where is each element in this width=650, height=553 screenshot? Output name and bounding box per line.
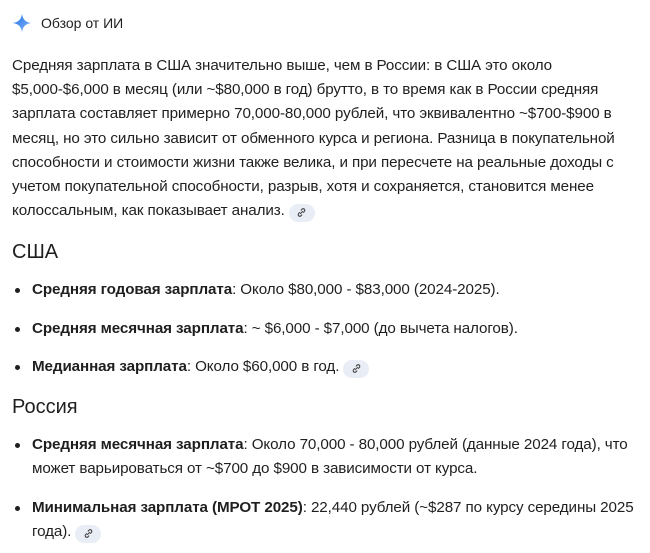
- link-icon: [351, 363, 362, 374]
- sparkle-icon: [12, 13, 32, 33]
- list-item: [12, 496, 638, 545]
- section-title-russia: Россия: [12, 395, 78, 418]
- source-link-button[interactable]: [343, 360, 369, 378]
- item-label: Средняя месячная зарплата: [32, 319, 244, 337]
- item-label: Минимальная зарплата (МРОТ 2025): [32, 498, 303, 516]
- item-text: : ~ $6,000 - $7,000 (до вычета налогов).: [243, 319, 518, 337]
- item-text: : 22,440 рублей (~$287 по курсу середины 2025 года).: [32, 498, 634, 541]
- item-text: : Около 70,000 - 80,000 рублей (данные 2024 года), что может варьироваться от ~$700 до $900 в зависимости от курса.: [32, 435, 628, 478]
- list-item: [12, 433, 638, 482]
- list-item: [12, 317, 638, 342]
- intro-paragraph: [12, 54, 638, 223]
- usa-list: [12, 278, 638, 380]
- item-text: : Около $60,000 в год.: [186, 358, 340, 376]
- item-text: : Около $80,000 - $83,000 (2024-2025).: [232, 281, 500, 299]
- item-label: Медианная зарплата: [32, 358, 187, 376]
- russia-list: [12, 433, 638, 545]
- source-link-button[interactable]: [75, 525, 101, 543]
- item-label: Средняя месячная зарплата: [32, 435, 244, 453]
- list-item: [12, 278, 638, 303]
- ai-overview-title: Обзор от ИИ: [41, 15, 124, 31]
- section-title-usa: США: [12, 241, 59, 264]
- item-label: Средняя годовая зарплата: [32, 281, 233, 299]
- list-item: [12, 355, 638, 380]
- ai-overview-header: [12, 10, 638, 36]
- intro-text: Средняя зарплата в США значительно выше, чем в России: в США это около $5,000-$6,000 в месяц (или ~$80,000 в год) брутто, в то время как в России средняя зарплата составляет примерно 70,000-80,000 рублей, что эквивалентно ~$700-$900 в месяц, но это сильно зависит от обменного курса и региона. Разница в покупательной способности и стоимости жизни также велика, и при пересчете на реальные доходы с учетом покупательной способности, разрыв, хотя и сохраняется, становится менее колоссальным, как показывает анализ.: [12, 57, 615, 220]
- link-icon: [296, 207, 307, 218]
- link-icon: [83, 528, 94, 539]
- source-link-button[interactable]: [289, 204, 315, 222]
